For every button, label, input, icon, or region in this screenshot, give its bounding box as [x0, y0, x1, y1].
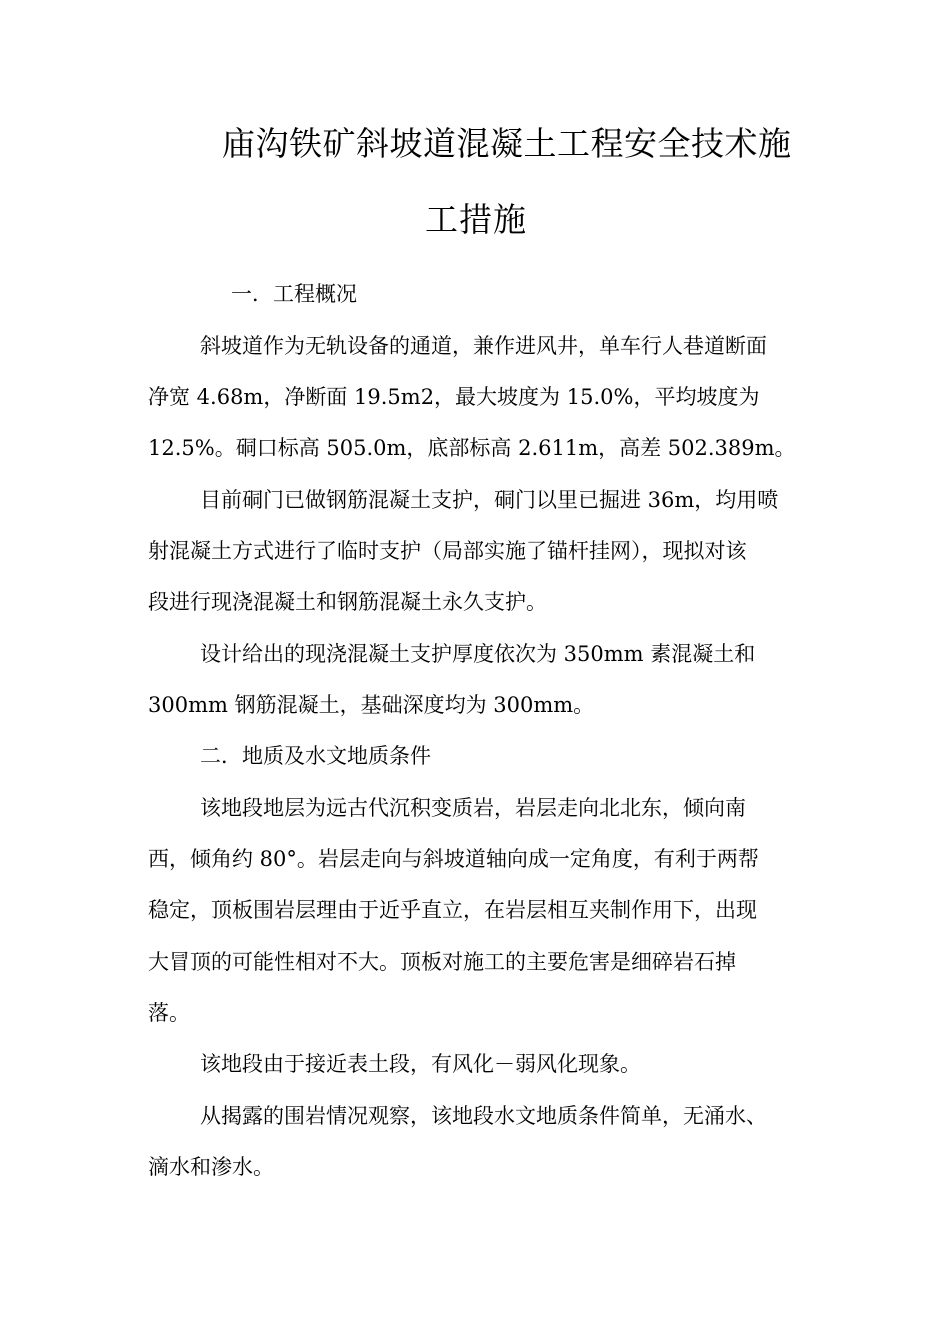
section-2-paragraph-3-line-2: 滴水和渗水。	[148, 1155, 274, 1179]
section-2-paragraph-1-line-1: 该地段地层为远古代沉积变质岩，岩层走向北北东，倾向南	[200, 796, 746, 820]
section-1-paragraph-1-line-1: 斜坡道作为无轨设备的通道，兼作进风井，单车行人巷道断面	[200, 334, 767, 358]
section-2-paragraph-1-line-3: 稳定，顶板围岩层理由于近乎直立，在岩层相互夹制作用下，出现	[148, 898, 757, 922]
section-2-heading: 二．地质及水文地质条件	[200, 744, 431, 768]
section-1-paragraph-2-line-1: 目前硐门已做钢筋混凝土支护，硐门以里已掘进 36m，均用喷	[200, 488, 779, 512]
section-1-paragraph-3-line-2: 300mm 钢筋混凝土，基础深度均为 300mm。	[148, 693, 595, 717]
section-1-paragraph-1-line-2: 净宽 4.68m，净断面 19.5m2，最大坡度为 15.0%，平均坡度为	[148, 385, 760, 409]
section-2-paragraph-1-line-5: 落。	[148, 1001, 190, 1025]
section-1-paragraph-2-line-3: 段进行现浇混凝土和钢筋混凝土永久支护。	[148, 590, 547, 614]
section-1-paragraph-1-line-3: 12.5%。硐口标高 505.0m，底部标高 2.611m，高差 502.389m。	[148, 436, 796, 460]
section-2-paragraph-1-line-4: 大冒顶的可能性相对不大。顶板对施工的主要危害是细碎岩石掉	[148, 950, 736, 974]
section-2-paragraph-3-line-1: 从揭露的围岩情况观察，该地段水文地质条件简单，无涌水、	[200, 1104, 767, 1128]
section-1-paragraph-2-line-2: 射混凝土方式进行了临时支护（局部实施了锚杆挂网），现拟对该	[148, 539, 747, 563]
section-1-heading: 一．工程概况	[231, 282, 357, 306]
section-2-paragraph-2-line-1: 该地段由于接近表土段，有风化－弱风化现象。	[200, 1052, 641, 1076]
section-2-paragraph-1-line-2: 西，倾角约 80°。岩层走向与斜坡道轴向成一定角度，有利于两帮	[148, 847, 759, 871]
section-1-paragraph-3-line-1: 设计给出的现浇混凝土支护厚度依次为 350mm 素混凝土和	[200, 642, 756, 666]
document-title-line-1: 庙沟铁矿斜坡道混凝土工程安全技术施	[222, 124, 792, 163]
document-title-line-2: 工措施	[425, 200, 527, 239]
